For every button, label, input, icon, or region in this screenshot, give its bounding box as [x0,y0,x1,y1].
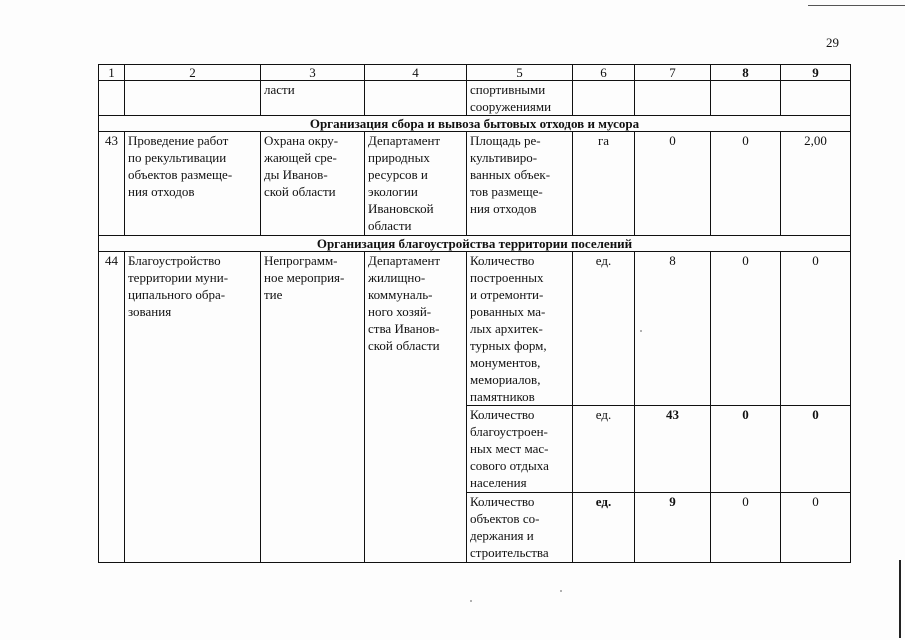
col-header-6: 6 [573,65,635,81]
col-header-4: 4 [365,65,467,81]
executor-name: Департамент жилищно- коммуналь- ного хозяй- ства Иванов- ской области [365,252,467,563]
scan-edge-line [808,5,905,6]
value-col7: 43 [635,406,711,493]
value-col8: 0 [711,132,781,236]
scan-edge-line-right [899,560,901,638]
unit: ед. [573,493,635,563]
scan-speck [470,600,472,602]
col-header-8: 8 [711,65,781,81]
indicator-table [98,64,851,563]
col-header-1: 1 [99,65,125,81]
program-name: Непрограмм- ное мероприя- тие [261,252,365,563]
indicator-name: Площадь ре- культивиро- ванных объек- тов размеще- ния отходов [467,132,573,236]
indicator-name: Количество объектов со- держания и строительства [467,493,573,563]
scan-speck [560,590,562,592]
section-title: Организация благоустройства территории поселений [99,236,851,252]
indicator-name: Количество построенных и отремонти- рованных ма- лых архитек- турных форм, монументов, мемориалов, памятников [467,252,573,406]
value-col9: 2,00 [781,132,851,236]
section-row [99,236,851,252]
col-header-2: 2 [125,65,261,81]
value-col8: 0 [711,493,781,563]
table-row [99,252,851,406]
value-col8: 0 [711,252,781,406]
value-col7: 9 [635,493,711,563]
executor-name: Департамент природных ресурсов и экологии Ивановской области [365,132,467,236]
unit: ед. [573,252,635,406]
value-col9: 0 [781,406,851,493]
table-row [99,132,851,236]
col-header-9: 9 [781,65,851,81]
unit: га [573,132,635,236]
event-name: Благоустройство территории муни- ципального обра- зования [125,252,261,563]
page-number: 29 [826,35,839,50]
continuation-row [99,81,851,116]
value-col9: 0 [781,493,851,563]
row-number: 44 [99,252,125,563]
row-number: 43 [99,132,125,236]
value-col9: 0 [781,252,851,406]
col-header-3: 3 [261,65,365,81]
column-number-row [99,65,851,81]
continuation-program: ласти [261,81,365,116]
event-name: Проведение работ по рекультивации объектов размеще- ния отходов [125,132,261,236]
program-name: Охрана окру- жающей сре- ды Иванов- ской области [261,132,365,236]
indicator-name: Количество благоустроен- ных мест мас- сового отдыха населения [467,406,573,493]
value-col7: 8 [635,252,711,406]
col-header-5: 5 [467,65,573,81]
section-title: Организация сбора и вывоза бытовых отходов и мусора [99,116,851,132]
value-col7: 0 [635,132,711,236]
section-row [99,116,851,132]
continuation-indicator: спортивными сооружениями [467,81,573,116]
unit: ед. [573,406,635,493]
col-header-7: 7 [635,65,711,81]
value-col8: 0 [711,406,781,493]
